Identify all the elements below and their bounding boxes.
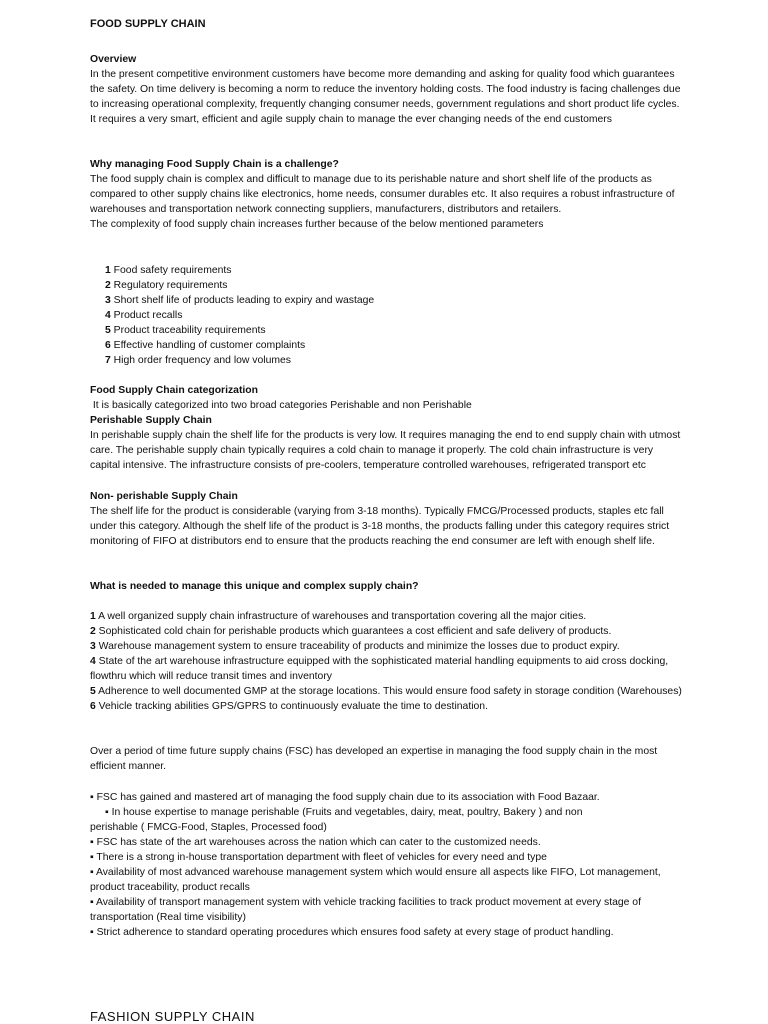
overview-heading: Overview bbox=[90, 54, 137, 65]
categorization-paragraph: It is basically categorized into two broad categories Perishable and non Perishable bbox=[90, 400, 472, 411]
parameters-list bbox=[105, 263, 374, 368]
challenge-paragraph-2: The complexity of food supply chain increases further because of the below mentioned parameters bbox=[90, 219, 544, 230]
list-number: 4 bbox=[105, 310, 111, 321]
list-text: Food safety requirements bbox=[113, 265, 232, 276]
list-item bbox=[105, 308, 374, 323]
challenge-heading: Why managing Food Supply Chain is a challenge? bbox=[90, 159, 339, 170]
bullet-item: ▪ Strict adherence to standard operating procedures which ensures food safety at every stage of product handling. bbox=[90, 927, 614, 938]
list-text: Short shelf life of products leading to expiry and wastage bbox=[113, 295, 375, 306]
list-number: 3 bbox=[105, 295, 111, 306]
categorization-heading: Food Supply Chain categorization bbox=[90, 385, 258, 396]
bullet-item: perishable ( FMCG-Food, Staples, Processed food) bbox=[90, 822, 327, 833]
list-item bbox=[105, 338, 374, 353]
list-number: 2 bbox=[105, 280, 111, 291]
list-number: 6 bbox=[90, 701, 96, 712]
list-item bbox=[105, 323, 374, 338]
list-item bbox=[105, 353, 374, 368]
bullet-item: ▪ FSC has state of the art warehouses across the nation which can cater to the customized needs. bbox=[90, 837, 541, 848]
list-text: Adherence to well documented GMP at the storage locations. This would ensure food safety in storage condition (Warehouses) bbox=[98, 686, 682, 697]
list-number: 5 bbox=[90, 686, 96, 697]
challenge-paragraph: The food supply chain is complex and difficult to manage due to its perishable nature and short shelf life of the products as compared to other supply chains like electronics, home needs, consumer durables etc. It also requires a robust infrastructure of warehouses and transportation network connecting suppliers, manufacturers, distributors and retailers. bbox=[90, 174, 675, 215]
list-item bbox=[105, 293, 374, 308]
list-text: Effective handling of customer complaints bbox=[113, 340, 306, 351]
bullet-item: ▪ In house expertise to manage perishable (Fruits and vegetables, dairy, meat, poultry, Bakery ) and non bbox=[105, 807, 583, 818]
list-text: Product traceability requirements bbox=[113, 325, 266, 336]
fsc-intro-paragraph: Over a period of time future supply chains (FSC) has developed an expertise in managing the food supply chain in the most efficient manner. bbox=[90, 746, 658, 772]
needs-heading: What is needed to manage this unique and complex supply chain? bbox=[90, 581, 419, 592]
list-number: 7 bbox=[105, 355, 111, 366]
perishable-paragraph: In perishable supply chain the shelf life for the products is very low. It requires managing the end to end supply chain with utmost care. The perishable supply chain typically requires a cold chain to manage it properly. The cold chain infrastructure is very capital intensive. The infrastructure consists of pre-coolers, temperature controlled warehouses, refrigerated transport etc bbox=[90, 430, 681, 471]
list-number: 2 bbox=[90, 626, 96, 637]
list-number: 5 bbox=[105, 325, 111, 336]
list-text: Vehicle tracking abilities GPS/GPRS to continuously evaluate the time to destination. bbox=[98, 701, 488, 712]
list-number: 1 bbox=[90, 611, 96, 622]
needs-list bbox=[90, 609, 688, 714]
next-section-heading: FASHION SUPPLY CHAIN bbox=[90, 1009, 255, 1024]
list-item bbox=[90, 609, 688, 624]
nonperishable-heading: Non- perishable Supply Chain bbox=[90, 491, 238, 502]
list-number: 4 bbox=[90, 656, 96, 667]
page-title: FOOD SUPPLY CHAIN bbox=[90, 18, 206, 30]
bullet-item: ▪ FSC has gained and mastered art of managing the food supply chain due to its association with Food Bazaar. bbox=[90, 792, 600, 803]
list-text: Product recalls bbox=[113, 310, 183, 321]
list-item bbox=[90, 639, 688, 654]
list-text: State of the art warehouse infrastructure equipped with the sophisticated material handling equipments to aid cross docking, flowthru which will reduce transit times and inventory bbox=[90, 656, 669, 682]
list-item bbox=[105, 278, 374, 293]
bullet-item: ▪ There is a strong in-house transportation department with fleet of vehicles for every need and type bbox=[90, 852, 547, 863]
list-item bbox=[90, 624, 688, 639]
fsc-bullet-list bbox=[90, 790, 688, 940]
list-item bbox=[105, 263, 374, 278]
list-item bbox=[90, 699, 688, 714]
list-text: A well organized supply chain infrastructure of warehouses and transportation covering all the major cities. bbox=[98, 611, 587, 622]
bullet-item: ▪ Availability of transport management system with vehicle tracking facilities to track product movement at every stage of transportation (Real time visibility) bbox=[90, 897, 641, 923]
list-text: Warehouse management system to ensure traceability of products and minimize the losses due to product expiry. bbox=[98, 641, 620, 652]
overview-paragraph: In the present competitive environment customers have become more demanding and asking for quality food which guarantees the safety. On time delivery is becoming a norm to reduce the inventory holding costs. The food industry is facing challenges due to increasing operational complexity, frequently changing consumer needs, government regulations and short product life cycles. It requires a very smart, efficient and agile supply chain to manage the ever changing needs of the end customers bbox=[90, 69, 681, 125]
challenge-section bbox=[90, 172, 686, 232]
list-number: 1 bbox=[105, 265, 111, 276]
list-text: High order frequency and low volumes bbox=[113, 355, 291, 366]
list-item bbox=[90, 684, 688, 699]
nonperishable-paragraph: The shelf life for the product is considerable (varying from 3-18 months). Typically FMCG/Processed products, staples etc fall under this category. Although the shelf life of the product is 3-18 months, the products falling under this category requires strict monitoring of FIFO at distributors end to ensure that the products reaching the end consumer are left with enough shelf life. bbox=[90, 506, 670, 547]
list-number: 3 bbox=[90, 641, 96, 652]
perishable-heading: Perishable Supply Chain bbox=[90, 415, 212, 426]
list-number: 6 bbox=[105, 340, 111, 351]
list-text: Sophisticated cold chain for perishable products which guarantees a cost efficient and safe delivery of products. bbox=[98, 626, 612, 637]
list-item bbox=[90, 654, 688, 684]
list-text: Regulatory requirements bbox=[113, 280, 228, 291]
bullet-item: ▪ Availability of most advanced warehouse management system which would ensure all aspects like FIFO, Lot management, product traceability, product recalls bbox=[90, 867, 661, 893]
